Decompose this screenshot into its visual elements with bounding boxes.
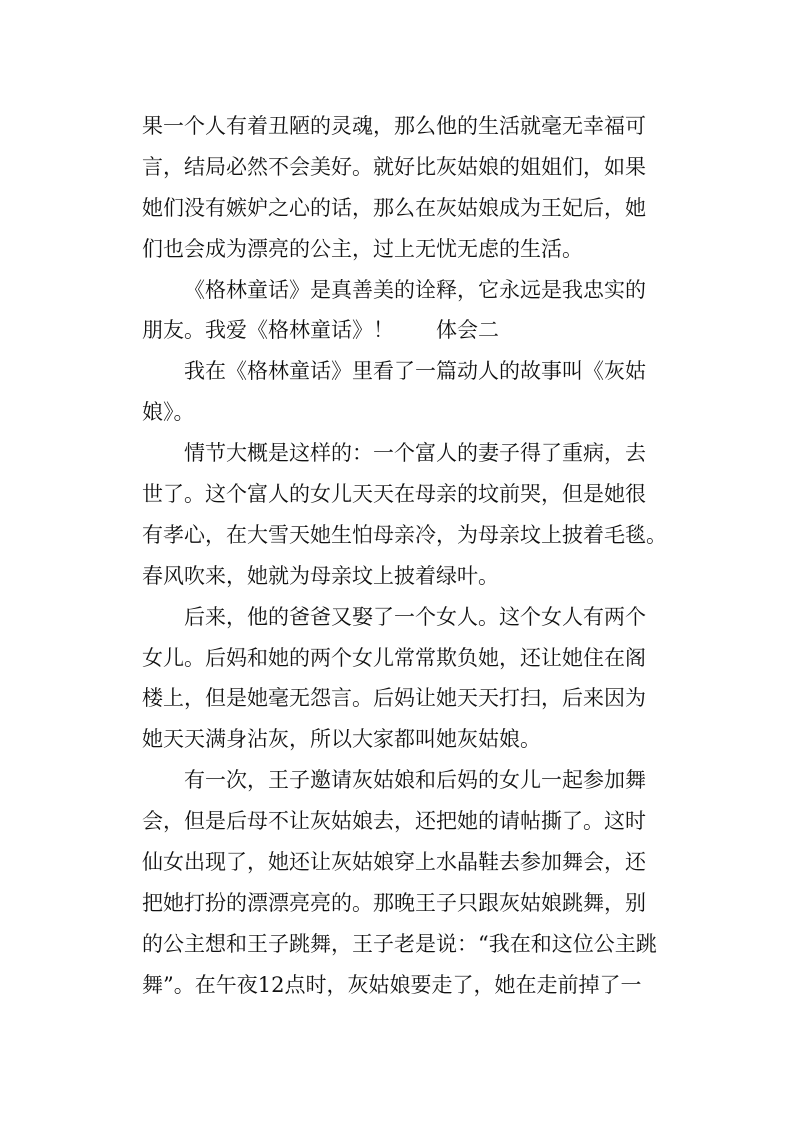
text-line: 《格林童话》是真善美的诠释，它永远是我忠实的 [184,277,646,302]
text-line: 朋友。我爱《格林童话》！ 体会二 [142,318,499,343]
text-line: 把她打扮的漂漂亮亮的。那晚王子只跟灰姑娘跳舞，别 [142,890,646,915]
text-line: 世了。这个富人的女儿天天在母亲的坟前哭，但是她很 [142,482,646,507]
text-line: 舞”。在午夜12点时，灰姑娘要走了，她在走前掉了一 [142,972,642,997]
text-line: 有一次，王子邀请灰姑娘和后妈的女儿一起参加舞 [184,768,646,793]
text-line: 情节大概是这样的：一个富人的妻子得了重病，去 [184,441,646,466]
text-line: 她们没有嫉妒之心的话，那么在灰姑娘成为王妃后，她 [142,195,646,220]
text-line: 她天天满身沾灰，所以大家都叫她灰姑娘。 [142,727,541,752]
text-line: 楼上，但是她毫无怨言。后妈让她天天打扫，后来因为 [142,686,646,711]
text-line: 会，但是后母不让灰姑娘去，还把她的请帖撕了。这时 [142,809,646,834]
text-line: 果一个人有着丑陋的灵魂，那么他的生活就毫无幸福可 [142,114,646,138]
text-line: 春风吹来，她就为母亲坟上披着绿叶。 [142,563,499,588]
text-line: 我在《格林童话》里看了一篇动人的故事叫《灰姑 [184,359,646,384]
document-body [142,106,667,1006]
text-line: 的公主想和王子跳舞，王子老是说：“我在和这位公主跳 [142,931,657,956]
text-line: 女儿。后妈和她的两个女儿常常欺负她，还让她住在阁 [142,645,646,670]
text-line: 后来，他的爸爸又娶了一个女人。这个女人有两个 [184,604,646,629]
text-line: 言，结局必然不会美好。就好比灰姑娘的姐姐们，如果 [142,154,646,179]
text-line: 有孝心，在大雪天她生怕母亲冷，为母亲坟上披着毛毯。 [142,522,667,547]
text-line: 仙女出现了，她还让灰姑娘穿上水晶鞋去参加舞会，还 [142,850,646,875]
text-line: 娘》。 [142,400,195,425]
text-line: 们也会成为漂亮的公主，过上无忧无虑的生活。 [142,236,583,261]
